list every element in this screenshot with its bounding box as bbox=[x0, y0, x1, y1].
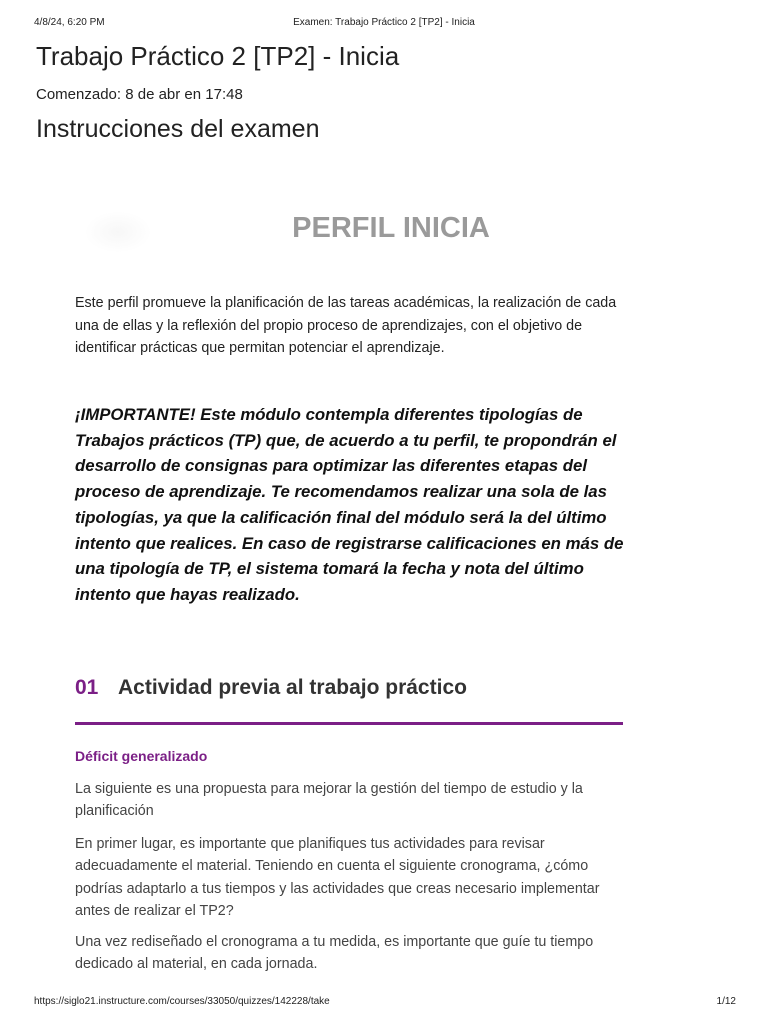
section-paragraph: La siguiente es una propuesta para mejorar la gestión del tiempo de estudio y la planificación bbox=[75, 781, 583, 820]
important-notice: ¡IMPORTANTE! Este módulo contempla diferentes tipologías de Trabajos prácticos (TP) que, de acuerdo a tu perfil, te propondrán el desarrollo de consignas para optimizar las diferentes etapas del proceso de aprendizaje. Te recomendamos realizar una sola de las tipologías, ya que la calificación final del módulo será la del último intento que realices. En caso de registrarse calificaciones en más de una tipología de TP, el sistema tomará la fecha y nota del último intento que hayas realizado. bbox=[75, 405, 624, 604]
section-number: 01 bbox=[75, 676, 99, 699]
print-url: https://siglo21.instructure.com/courses/33050/quizzes/142228/take bbox=[34, 996, 330, 1007]
section-paragraph: En primer lugar, es importante que planifiques tus actividades para revisar adecuadamente el material. Teniendo en cuenta el siguiente cronograma, ¿cómo podrías adaptarlo a tus tiempos y las actividades que creas necesario implementar antes de realizar el TP2? bbox=[75, 836, 600, 919]
page-indicator: 1/12 bbox=[716, 996, 736, 1007]
section-title: Actividad previa al trabajo práctico bbox=[118, 676, 467, 699]
section-subheading: Déficit generalizado bbox=[75, 748, 208, 764]
print-doc-title: Examen: Trabajo Práctico 2 [TP2] - Inicia bbox=[293, 17, 475, 28]
instructions-title: Instrucciones del examen bbox=[36, 115, 320, 143]
print-datetime: 4/8/24, 6:20 PM bbox=[34, 17, 105, 28]
started-timestamp: Comenzado: 8 de abr en 17:48 bbox=[36, 86, 243, 103]
section-paragraph: Una vez rediseñado el cronograma a tu medida, es importante que guíe tu tiempo dedicado al material, en cada jornada. bbox=[75, 934, 594, 973]
section-header bbox=[75, 676, 623, 725]
intro-paragraph: Este perfil promueve la planificación de las tareas académicas, la realización de cada una de ellas y la reflexión del propio proceso de aprendizajes, con el objetivo de identificar prácticas que permitan potenciar el aprendizaje. bbox=[75, 295, 617, 356]
page-title: Trabajo Práctico 2 [TP2] - Inicia bbox=[36, 41, 400, 71]
profile-banner: PERFIL INICIA bbox=[292, 212, 490, 244]
